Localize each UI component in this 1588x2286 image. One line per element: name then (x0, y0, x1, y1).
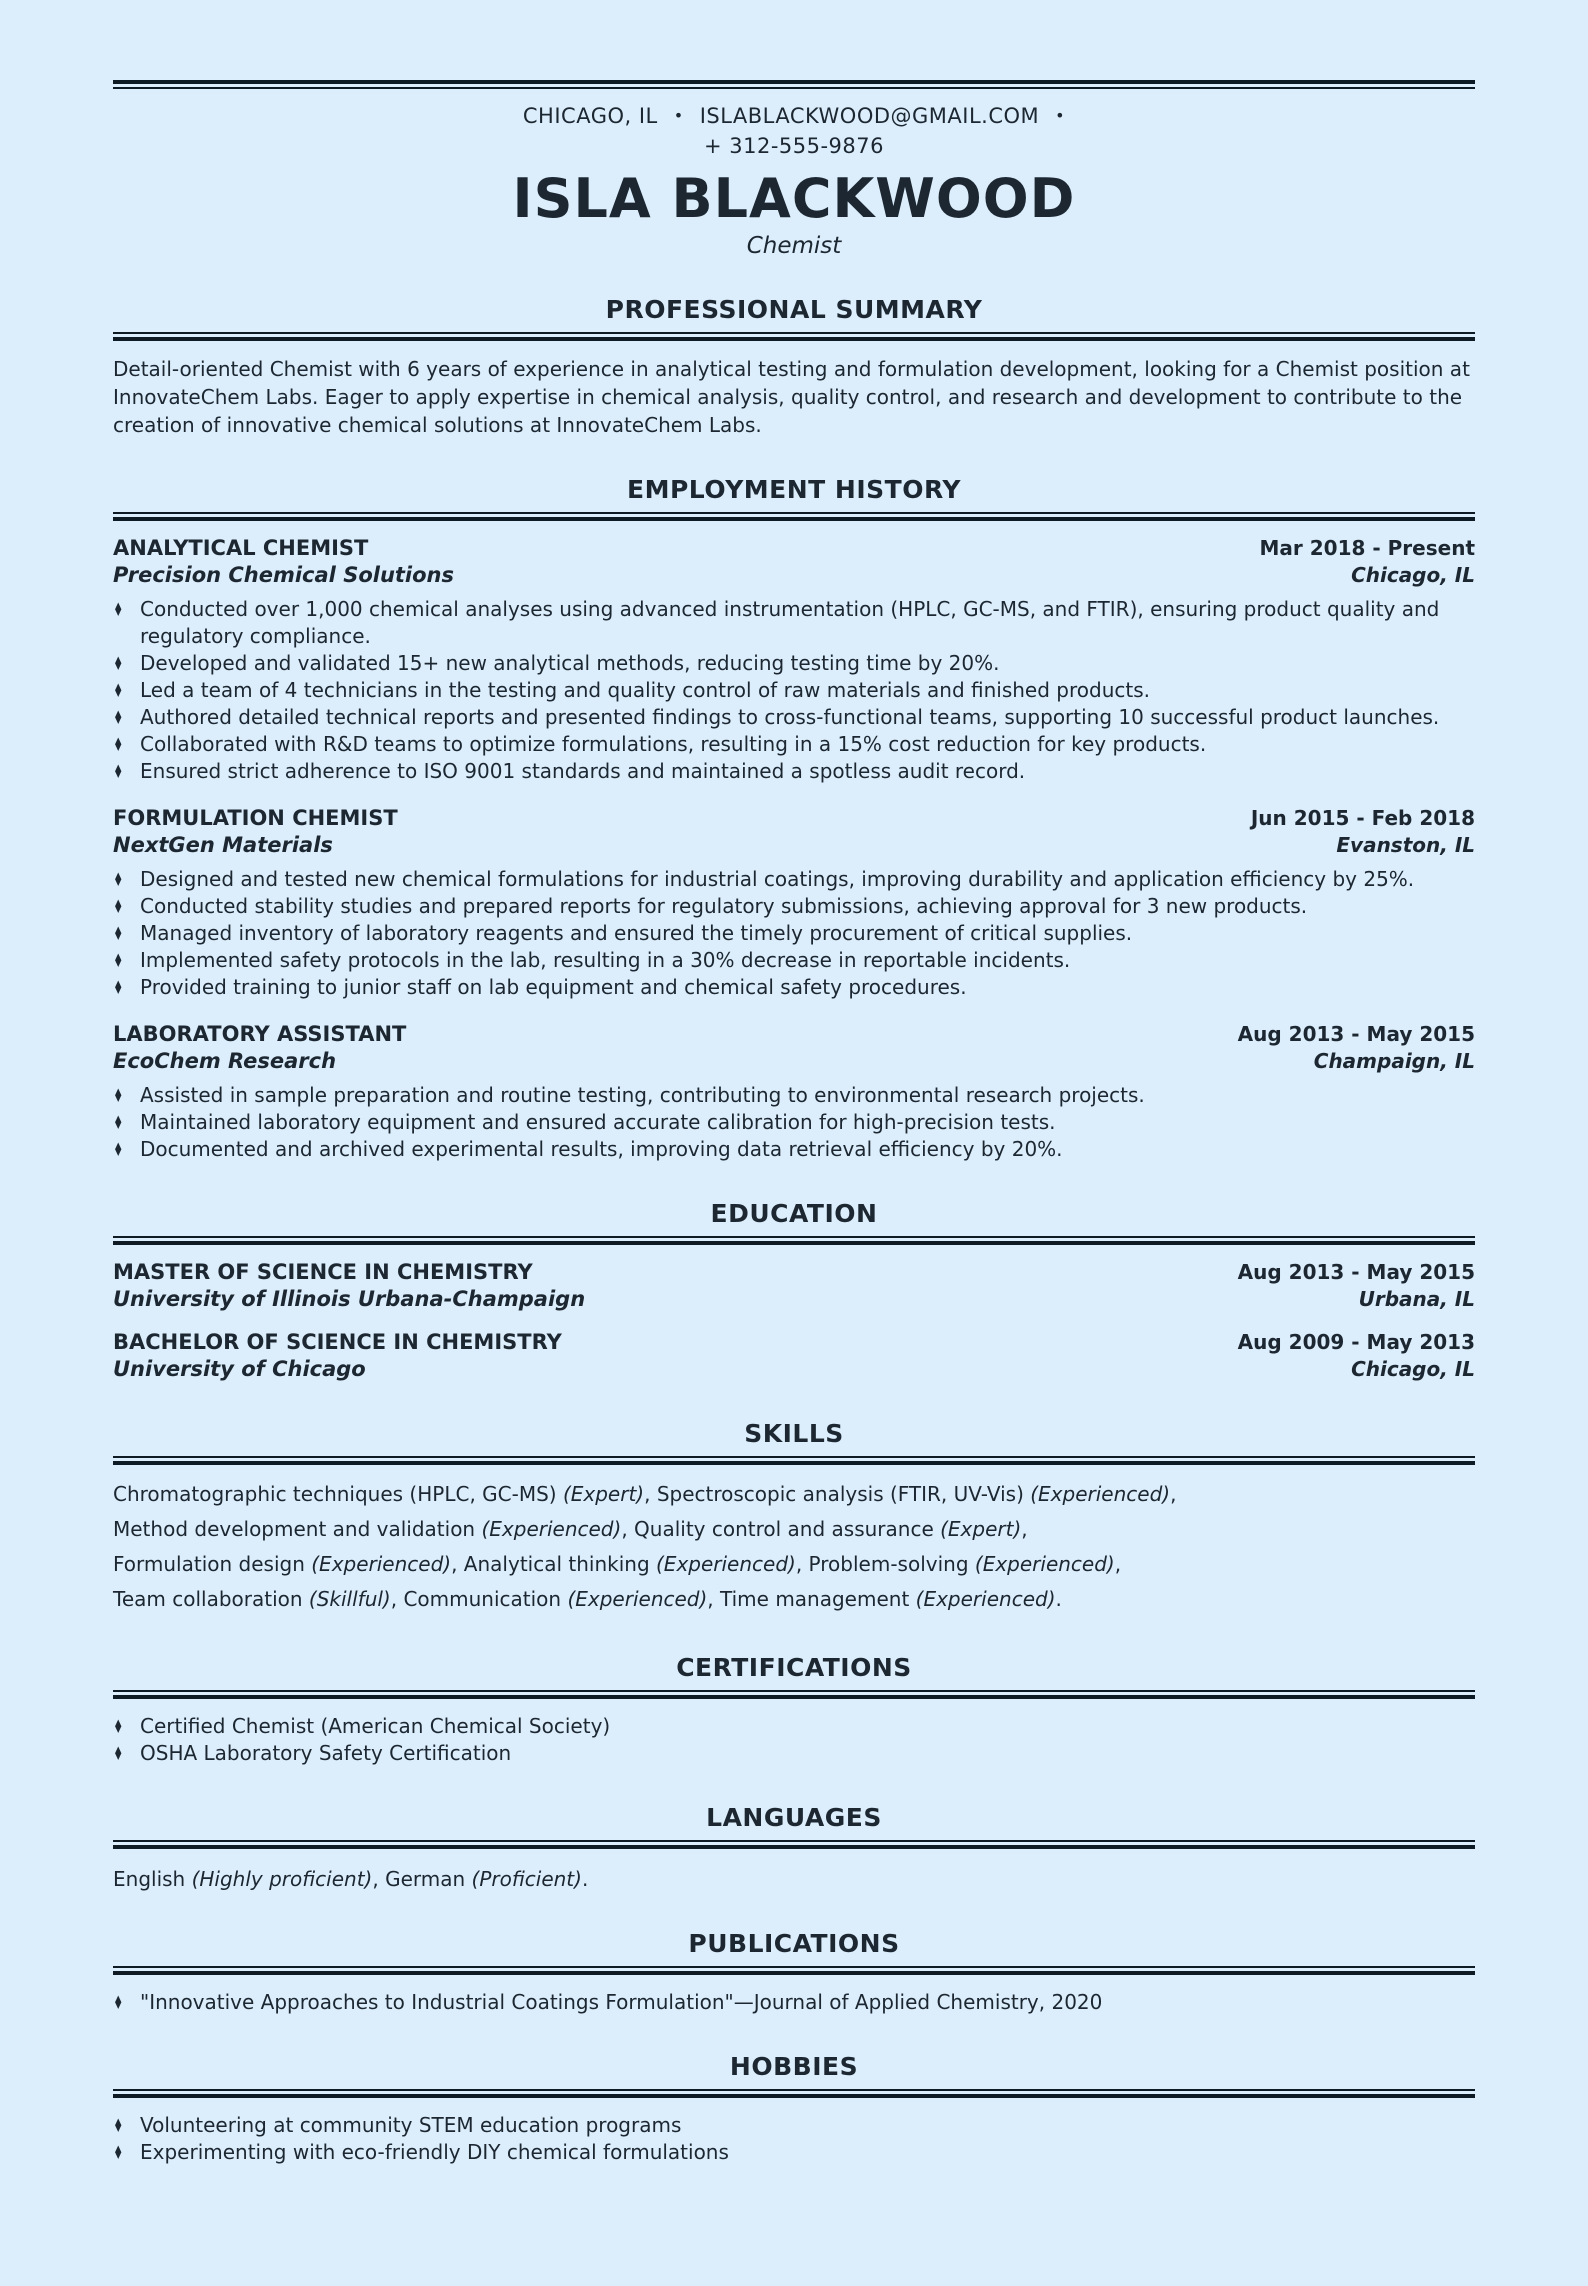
bullet-text: Conducted over 1,000 chemical analyses using advanced instrumentation (HPLC, GC-MS, and FTIR), ensuring product quality and regulatory compliance. (140, 597, 1440, 648)
section-skills (113, 1419, 1475, 1617)
list-item (113, 677, 1475, 704)
section-hobbies (113, 2052, 1475, 2166)
job-title: FORMULATION CHEMIST (113, 806, 398, 830)
section-title: HOBBIES (729, 2052, 859, 2081)
job-entry (113, 1021, 1475, 1163)
job-entry (113, 535, 1475, 785)
job-location: Champaign, IL (1313, 1049, 1475, 1073)
bullet-text: Collaborated with R&D teams to optimize formulations, resulting in a 15% cost reduction for key products. (140, 732, 1207, 756)
bullet-text: Documented and archived experimental results, improving data retrieval efficiency by 20%. (140, 1137, 1063, 1161)
section-publications (113, 1929, 1475, 2016)
bullet-text: Developed and validated 15+ new analytical methods, reducing testing time by 20%. (140, 651, 1000, 675)
degree-location: Urbana, IL (1358, 1287, 1475, 1311)
skill-name: Chromatographic techniques (HPLC, GC-MS) (113, 1482, 563, 1506)
bullet-diamond-icon: ⧫ (115, 1746, 122, 1761)
section-languages (113, 1803, 1475, 1893)
skill-separator: , (1021, 1517, 1028, 1541)
skill-name: , Analytical thinking (451, 1552, 656, 1576)
language-separator: . (581, 1867, 589, 1891)
bullet-text: Designed and tested new chemical formulations for industrial coatings, improving durability and application efficiency by 25%. (140, 867, 1415, 891)
languages-text (113, 1865, 1475, 1893)
section-certifications (113, 1653, 1475, 1767)
skills-line (113, 1547, 1475, 1582)
list-item (113, 866, 1475, 893)
skill-level: (Experienced) (656, 1552, 796, 1576)
degree-school: University of Chicago (113, 1357, 366, 1381)
bullet-diamond-icon: ⧫ (115, 2118, 122, 2133)
section-divider (113, 1690, 1475, 1699)
skill-separator: . (1055, 1587, 1062, 1611)
language-name: English (113, 1867, 192, 1891)
bullet-text: Assisted in sample preparation and routine testing, contributing to environmental research projects. (140, 1083, 1145, 1107)
skill-separator: , (1170, 1482, 1177, 1506)
degree-dates: Aug 2009 - May 2013 (1237, 1330, 1475, 1354)
section-title: EDUCATION (710, 1199, 878, 1228)
resume-page (113, 0, 1475, 2286)
degree-title: BACHELOR OF SCIENCE IN CHEMISTRY (113, 1330, 562, 1354)
section-title: LANGUAGES (706, 1803, 882, 1832)
list-item (113, 1989, 1475, 2016)
skill-separator: , (1114, 1552, 1122, 1576)
job-title: ANALYTICAL CHEMIST (113, 536, 369, 560)
bullet-diamond-icon: ⧫ (115, 710, 122, 725)
section-education (113, 1199, 1475, 1383)
section-divider (113, 1236, 1475, 1245)
skills-line (113, 1512, 1475, 1547)
job-company: EcoChem Research (113, 1049, 337, 1073)
degree-school: University of Illinois Urbana-Champaign (113, 1287, 586, 1311)
job-location: Evanston, IL (1336, 833, 1475, 857)
skill-name: , Problem-solving (795, 1552, 975, 1576)
job-bullet-list (113, 596, 1475, 785)
candidate-role: Chemist (746, 233, 842, 259)
bullet-text: Provided training to junior staff on lab equipment and chemical safety procedures. (140, 975, 967, 999)
section-divider (113, 1966, 1475, 1975)
section-title: SKILLS (744, 1419, 844, 1448)
bullet-diamond-icon: ⧫ (115, 1142, 122, 1157)
language-level: (Highly proficient) (191, 1867, 373, 1891)
bullet-diamond-icon: ⧫ (115, 872, 122, 887)
publication-text: "Innovative Approaches to Industrial Coatings Formulation"—Journal of Applied Chemistry, 2020 (140, 1990, 1103, 2014)
section-employment-history (113, 475, 1475, 1163)
language-name: , German (372, 1867, 472, 1891)
list-item (113, 1740, 1475, 1767)
language-level: (Proficient) (471, 1867, 582, 1891)
degree-entry (113, 1259, 1475, 1313)
skills-text (113, 1477, 1475, 1617)
degree-location: Chicago, IL (1351, 1357, 1475, 1381)
section-professional-summary (113, 295, 1475, 439)
bullet-diamond-icon: ⧫ (115, 683, 122, 698)
certification-text: Certified Chemist (American Chemical Society) (140, 1714, 611, 1738)
bullet-diamond-icon: ⧫ (115, 980, 122, 995)
job-dates: Jun 2015 - Feb 2018 (1250, 806, 1475, 830)
job-bullet-list (113, 866, 1475, 1001)
job-title: LABORATORY ASSISTANT (113, 1022, 407, 1046)
bullet-text: Conducted stability studies and prepared reports for regulatory submissions, achieving approval for 3 new products. (140, 894, 1308, 918)
skill-name: Formulation design (113, 1552, 312, 1576)
contact-info (113, 101, 1475, 131)
skills-line (113, 1582, 1475, 1617)
bullet-diamond-icon: ⧫ (115, 2145, 122, 2160)
bullet-diamond-icon: ⧫ (115, 1719, 122, 1734)
list-item (113, 1082, 1475, 1109)
degree-dates: Aug 2013 - May 2015 (1237, 1260, 1475, 1284)
summary-text: Detail-oriented Chemist with 6 years of experience in analytical testing and formulation development, looking for a Chemist position at InnovateChem Labs. Eager to apply expertise in chemical analysis, quality control, and research and development to contribute to the creation of innovative chemical solutions at InnovateChem Labs. (113, 357, 1470, 437)
section-title: EMPLOYMENT HISTORY (627, 475, 961, 504)
bullet-text: Authored detailed technical reports and presented findings to cross-functional teams, supporting 10 successful product launches. (140, 705, 1440, 729)
list-item (113, 920, 1475, 947)
resume-header (113, 101, 1475, 259)
hobby-list (113, 2112, 1475, 2166)
list-item (113, 731, 1475, 758)
education-list (113, 1259, 1475, 1383)
skills-line (113, 1477, 1475, 1512)
bullet-text: Ensured strict adherence to ISO 9001 standards and maintained a spotless audit record. (140, 759, 1026, 783)
certification-list (113, 1713, 1475, 1767)
skill-name: Team collaboration (113, 1587, 309, 1611)
list-item (113, 596, 1475, 650)
section-title: PUBLICATIONS (688, 1929, 900, 1958)
bullet-diamond-icon: ⧫ (115, 602, 122, 617)
bullet-diamond-icon: ⧫ (115, 1995, 122, 2010)
section-title: CERTIFICATIONS (676, 1653, 912, 1682)
list-item (113, 1109, 1475, 1136)
list-item (113, 1136, 1475, 1163)
job-entry (113, 805, 1475, 1001)
job-company: NextGen Materials (113, 833, 333, 857)
list-item (113, 704, 1475, 731)
skill-name: Method development and validation (113, 1517, 482, 1541)
skill-level: (Expert) (940, 1517, 1022, 1541)
list-item (113, 758, 1475, 785)
skill-level: (Experienced) (311, 1552, 452, 1576)
candidate-name: ISLA BLACKWOOD (512, 167, 1076, 230)
separator-dot-icon: • (673, 106, 684, 125)
job-location: Chicago, IL (1351, 563, 1475, 587)
list-item (113, 2139, 1475, 2166)
publication-list (113, 1989, 1475, 2016)
certification-text: OSHA Laboratory Safety Certification (140, 1741, 512, 1765)
section-divider (113, 1456, 1475, 1465)
skill-name: , Communication (390, 1587, 568, 1611)
skill-level: (Experienced) (481, 1517, 622, 1541)
bullet-text: Implemented safety protocols in the lab, resulting in a 30% decrease in reportable incidents. (140, 948, 1071, 972)
skill-level: (Experienced) (1030, 1482, 1171, 1506)
skill-name: , Time management (707, 1587, 916, 1611)
skill-level: (Experienced) (567, 1587, 708, 1611)
hobby-text: Experimenting with eco-friendly DIY chemical formulations (140, 2140, 729, 2164)
bullet-diamond-icon: ⧫ (115, 656, 122, 671)
skill-name: , Spectroscopic analysis (FTIR, UV-Vis) (644, 1482, 1031, 1506)
list-item (113, 650, 1475, 677)
top-divider (113, 80, 1475, 89)
list-item (113, 2112, 1475, 2139)
skill-name: , Quality control and assurance (621, 1517, 941, 1541)
contact-phone-row (113, 131, 1475, 161)
section-title: PROFESSIONAL SUMMARY (605, 295, 983, 324)
list-item (113, 1713, 1475, 1740)
job-company: Precision Chemical Solutions (113, 563, 455, 587)
bullet-diamond-icon: ⧫ (115, 737, 122, 752)
bullet-text: Led a team of 4 technicians in the testing and quality control of raw materials and finished products. (140, 678, 1150, 702)
separator-dot-icon: • (1055, 106, 1066, 125)
bullet-diamond-icon: ⧫ (115, 926, 122, 941)
list-item (113, 974, 1475, 1001)
job-dates: Aug 2013 - May 2015 (1237, 1022, 1475, 1046)
skill-level: (Expert) (562, 1482, 645, 1506)
list-item (113, 893, 1475, 920)
contact-email: ISLABLACKWOOD@GMAIL.COM (699, 104, 1040, 128)
bullet-diamond-icon: ⧫ (115, 1088, 122, 1103)
list-item (113, 947, 1475, 974)
section-divider (113, 2089, 1475, 2098)
skill-level: (Skillful) (308, 1587, 391, 1611)
bullet-text: Managed inventory of laboratory reagents and ensured the timely procurement of critical supplies. (140, 921, 1133, 945)
bullet-text: Maintained laboratory equipment and ensured accurate calibration for high-precision tests. (140, 1110, 1056, 1134)
bullet-diamond-icon: ⧫ (115, 953, 122, 968)
section-divider (113, 512, 1475, 521)
job-dates: Mar 2018 - Present (1259, 536, 1475, 560)
bullet-diamond-icon: ⧫ (115, 899, 122, 914)
contact-location: CHICAGO, IL (522, 104, 658, 128)
contact-phone: + 312-555-9876 (703, 134, 885, 158)
section-divider (113, 332, 1475, 341)
skill-level: (Experienced) (915, 1587, 1056, 1611)
section-divider (113, 1840, 1475, 1849)
hobby-text: Volunteering at community STEM education programs (140, 2113, 682, 2137)
bullet-diamond-icon: ⧫ (115, 1115, 122, 1130)
degree-entry (113, 1329, 1475, 1383)
job-bullet-list (113, 1082, 1475, 1163)
skill-level: (Experienced) (974, 1552, 1115, 1576)
bullet-diamond-icon: ⧫ (115, 764, 122, 779)
degree-title: MASTER OF SCIENCE IN CHEMISTRY (113, 1260, 533, 1284)
